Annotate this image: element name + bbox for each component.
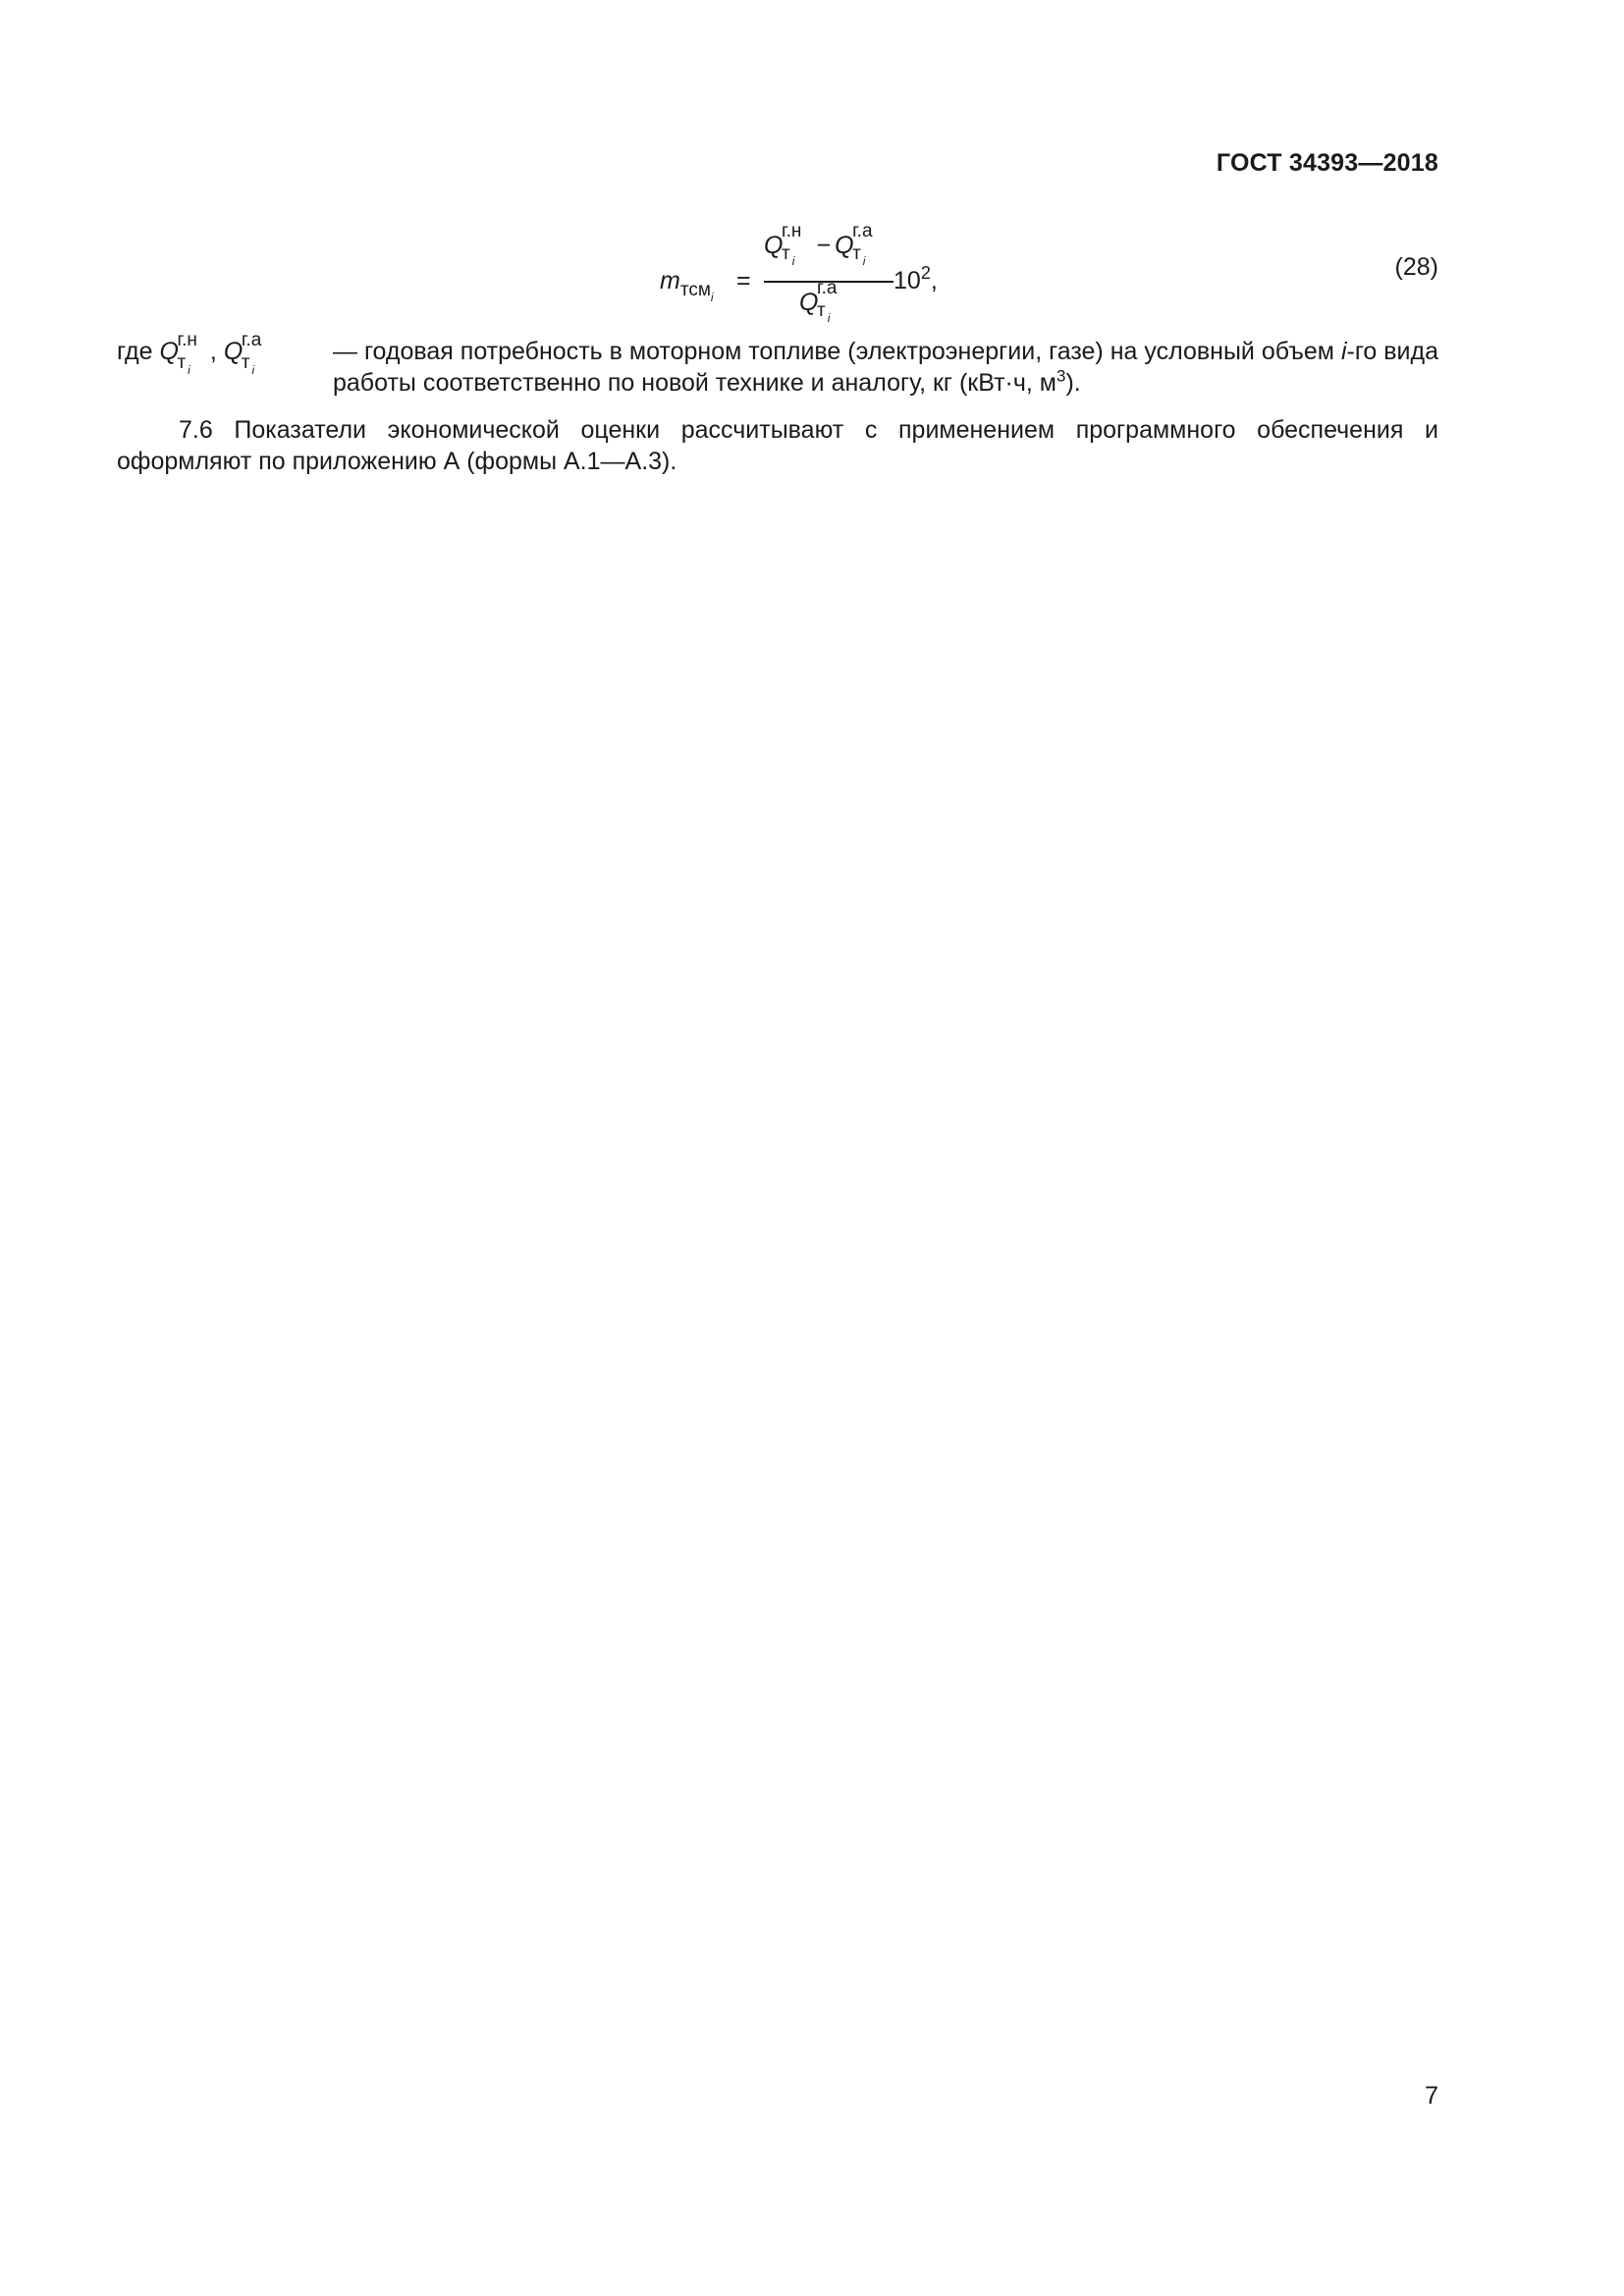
- paragraph-7-6: 7.6 Показатели экономической оценки рассчитывают с применением программного обеспечения и оформляют по приложению А (формы А.1—А.3).: [117, 416, 1438, 475]
- document-header: ГОСТ 34393—2018: [1216, 149, 1438, 177]
- formula-equals: =: [736, 267, 751, 294]
- formula-factor: $10^2$,: [893, 263, 938, 294]
- where-q1: Q г.н т $_i$: [159, 330, 197, 377]
- formula-lhs-sub: тсмi: [679, 280, 714, 304]
- formula-denominator: [799, 278, 849, 325]
- formula-den-q: Q г.а т $_i$: [799, 278, 838, 325]
- formula-lhs-var: m: [660, 267, 680, 294]
- where-q2: Q г.а т $_i$: [223, 330, 262, 377]
- where-lead: где Q г.н т $_i$ , Q г.а т $_i$: [117, 336, 274, 367]
- page-number: 7: [1425, 2082, 1438, 2109]
- formula-num-q2: Q г.а т $_i$: [835, 221, 873, 268]
- formula-lhs: [660, 267, 714, 304]
- formula-num-q1: Q г.н т $_i$: [764, 221, 802, 268]
- formula-numerator: [764, 221, 886, 268]
- formula-number: (28): [1394, 253, 1438, 281]
- where-definition: — годовая потребность в моторном топливе (электроэнергии, газе) на условный объем i-го вида работы соответственно по новой технике и аналогу, кг (кВт·ч, $м^3$).: [333, 338, 1439, 397]
- formula-minus: −: [816, 232, 832, 259]
